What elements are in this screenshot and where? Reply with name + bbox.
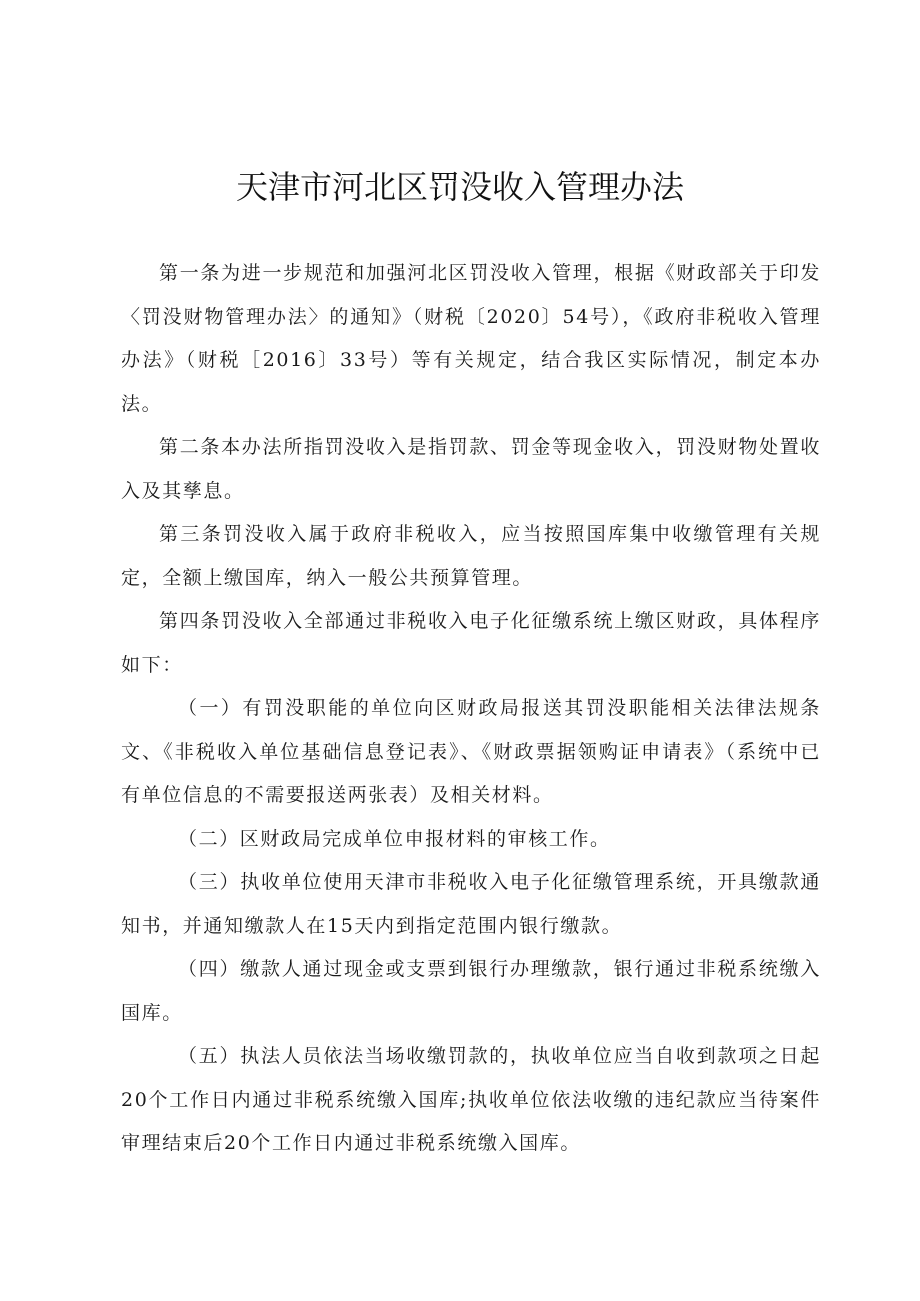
article-4-item-1: （一）有罚没职能的单位向区财政局报送其罚没职能相关法律法规条文、《非税收入单位基础信息登记表》、《财政票据领购证申请表》（系统中已有单位信息的不需要报送两张表）及相关材料。 <box>121 697 821 806</box>
article-2: 第二条本办法所指罚没收入是指罚款、罚金等现金收入，罚没财物处置收入及其孳息。 <box>121 436 821 502</box>
article-4-item-2: （二）区财政局完成单位申报材料的审核工作。 <box>178 827 611 850</box>
document-body <box>121 252 821 1166</box>
document-title: 天津市河北区罚没收入管理办法 <box>235 168 684 206</box>
article-4: 第四条罚没收入全部通过非税收入电子化征缴系统上缴区财政，具体程序如下： <box>121 610 821 676</box>
article-4-item-5: （五）执法人员依法当场收缴罚款的，执收单位应当自收到款项之日起20个工作日内通过非税系统缴入国库;执收单位依法收缴的违纪款应当待案件审理结束后20个工作日内通过非税系统缴入国库。 <box>121 1045 821 1154</box>
article-4-item-4: （四）缴款人通过现金或支票到银行办理缴款，银行通过非税系统缴入国库。 <box>121 958 821 1024</box>
article-4-item-3: （三）执收单位使用天津市非税收入电子化征缴管理系统，开具缴款通知书，并通知缴款人在15天内到指定范围内银行缴款。 <box>121 871 821 937</box>
article-3: 第三条罚没收入属于政府非税收入，应当按照国库集中收缴管理有关规定，全额上缴国库，纳入一般公共预算管理。 <box>121 523 821 589</box>
article-1: 第一条为进一步规范和加强河北区罚没收入管理，根据《财政部关于印发〈罚没财物管理办法〉的通知》（财税〔2020〕54号），《政府非税收入管理办法》（财税［2016〕33号）等有关规定，结合我区实际情况，制定本办法。 <box>121 262 821 415</box>
